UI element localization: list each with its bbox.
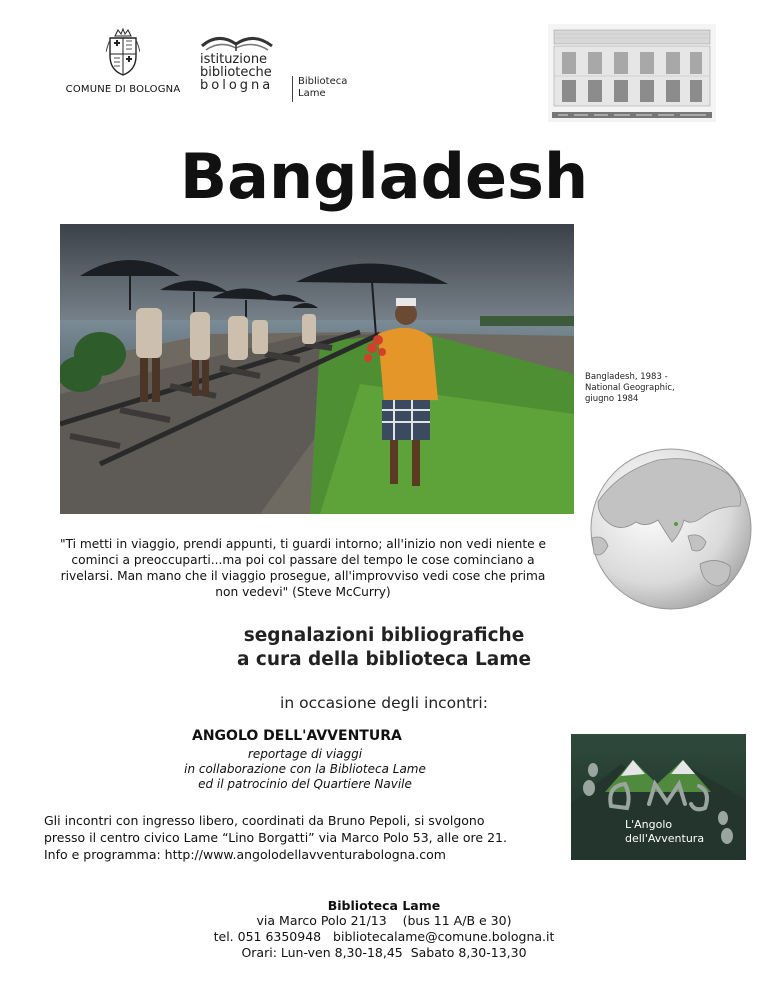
istituzione-line-2: biblioteche: [200, 65, 272, 80]
incontri-line-2: presso il centro civico Lame “Lino Borgatti” via Marco Polo 53, alle ore 21.: [44, 830, 507, 845]
logo-separator: [292, 76, 293, 102]
biblioteca-hours: Orari: Lun-ven 8,30-18,45 Sabato 8,30-13,30: [241, 945, 527, 960]
caption-line-3: giugno 1984: [585, 394, 639, 404]
library-building-illustration: [548, 24, 716, 122]
segnalazioni-line-1: segnalazioni bibliografiche: [243, 625, 525, 646]
angolo-avventura-logo: [571, 734, 746, 860]
comune-di-bologna-logo: [62, 28, 184, 100]
incontri-line-3: Info e programma: http://www.angolodellavventurabologna.com: [44, 847, 446, 862]
biblioteca-address: via Marco Polo 21/13 (bus 11 A/B e 30): [256, 913, 512, 928]
bangladesh-marker: [674, 522, 678, 526]
photo-caption: [585, 372, 705, 405]
incontri-line-1: Gli incontri con ingresso libero, coordinati da Bruno Pepoli, si svolgono: [44, 813, 485, 828]
caption-line-2: National Geographic,: [585, 383, 675, 393]
biblioteca-contacts: [0, 913, 768, 961]
angolo-title: ANGOLO DELL'AVVENTURA: [192, 728, 402, 744]
caption-line-1: Bangladesh, 1983 -: [585, 372, 668, 382]
angolo-subtitle: [150, 747, 460, 792]
istituzione-line-3: bologna: [200, 78, 274, 93]
angolo-subtitle-line-2: in collaborazione con la Biblioteca Lame: [184, 762, 426, 776]
globe-map-icon: [588, 446, 754, 612]
biblioteca-line-1: Biblioteca: [298, 76, 348, 87]
incontri-info: [44, 812, 564, 863]
mccurry-quote: "Ti metti in viaggio, prendi appunti, ti guardi intorno; all'inizio non vedi niente e cominci a preoccuparti...ma poi col passare del tempo le cose cominciano a rivelarsi. Man mano che il viaggio prosegue, all'improvviso vedi cose che prima non vedevi" (Steve McCurry): [60, 537, 546, 599]
bologna-crest-icon: [106, 28, 140, 76]
biblioteca-line-2: Lame: [298, 88, 326, 99]
segnalazioni-heading: [0, 624, 768, 672]
istituzione-biblioteche-logo: [198, 28, 358, 100]
page-title: Bangladesh: [179, 140, 589, 213]
angolo-subtitle-line-1: reportage di viaggi: [247, 747, 363, 761]
logo-line-1: L'Angolo: [625, 818, 673, 831]
bangladesh-photo: [60, 224, 574, 514]
logo-line-2: dell'Avventura: [625, 832, 705, 845]
biblioteca-name: Biblioteca Lame: [327, 898, 441, 913]
segnalazioni-line-2: a cura della biblioteca Lame: [236, 649, 532, 670]
occasione-text: in occasione degli incontri:: [280, 694, 488, 712]
angolo-subtitle-line-3: ed il patrocinio del Quartiere Navile: [198, 777, 412, 791]
open-book-icon: [198, 30, 276, 52]
comune-label: COMUNE DI BOLOGNA: [65, 84, 181, 95]
biblioteca-phone-email: tel. 051 6350948 bibliotecalame@comune.bologna.it: [213, 929, 555, 944]
istituzione-line-1: istituzione: [200, 52, 268, 67]
